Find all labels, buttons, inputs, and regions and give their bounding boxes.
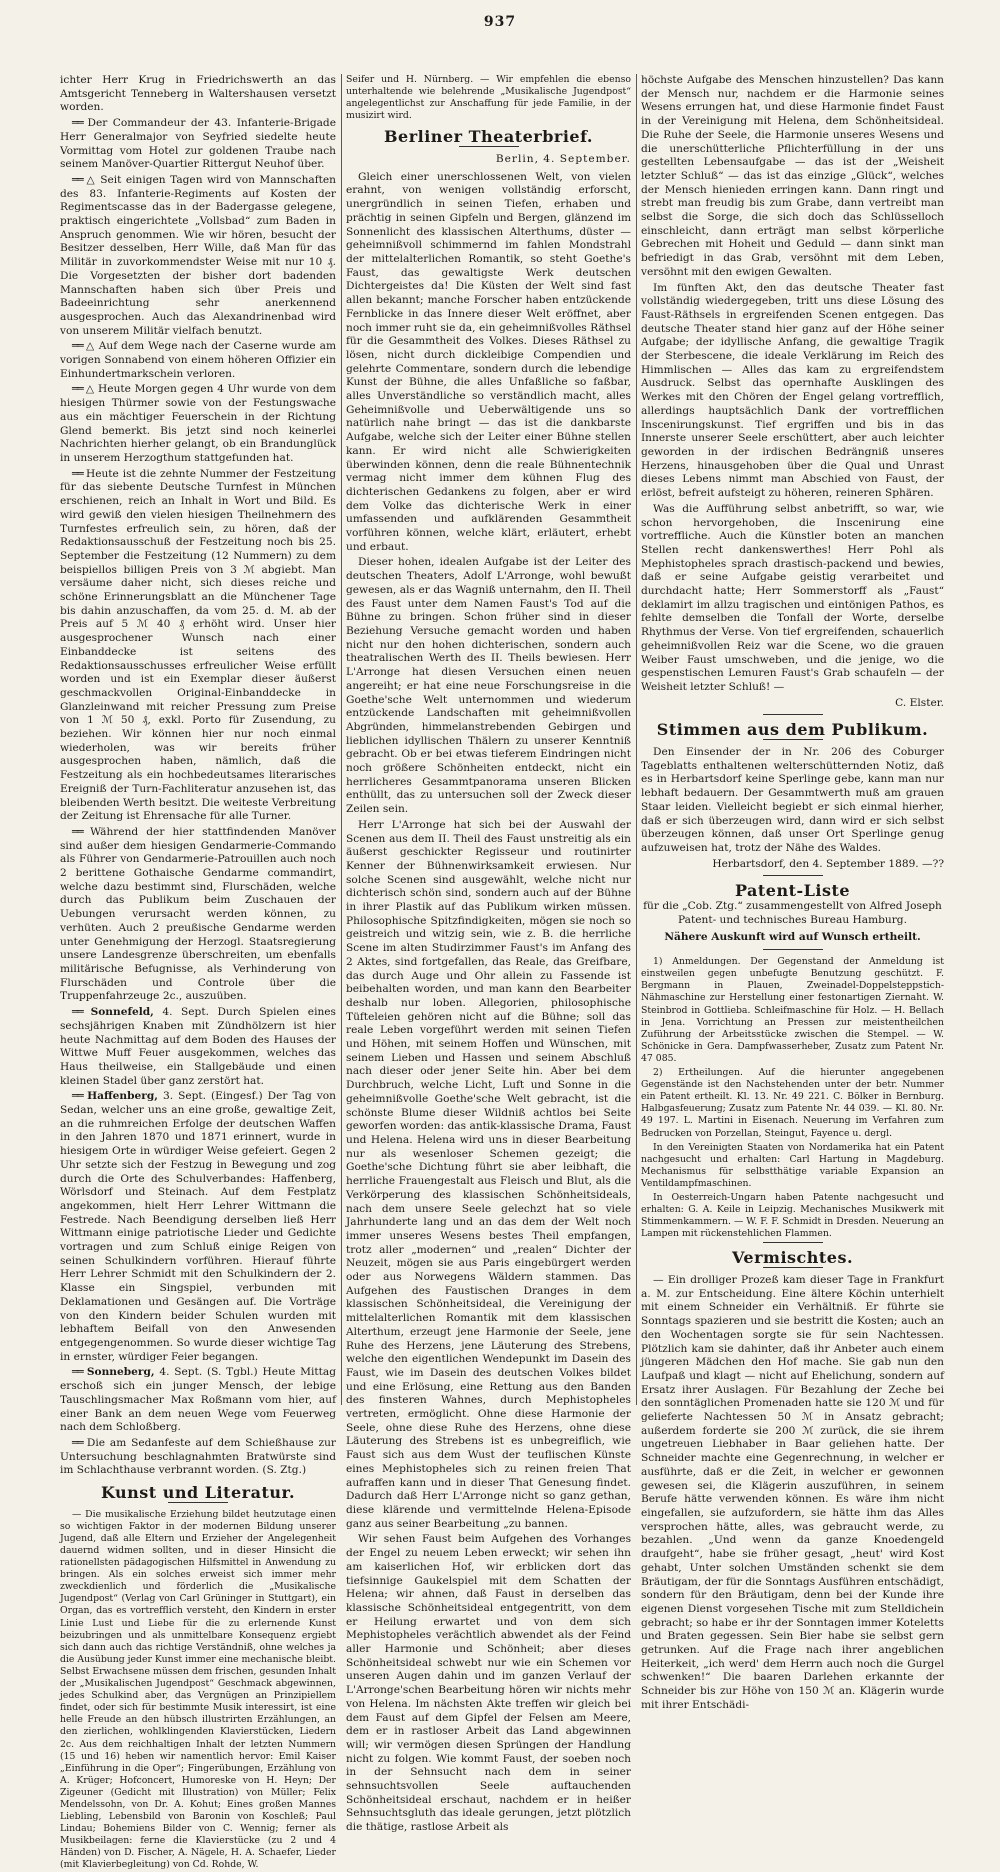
patent-item: 2) Ertheilungen. Auf die hierunter angegebenen Gegenstände ist den Nachstehenden unter der betr. Nummer ein Patent ertheilt. Kl. 13. Nr. 49 221. C. Bölker in Bernburg. Halbgasfeuerung; Zusatz zum Patente Nr. 44 039. — Kl. 80. Nr. 49 197. L. Martini in Eisenach. Neuerung im Verfahren zum Bedrucken von Porzellan, Steingut, Fayence u. dergl.: [641, 1067, 944, 1139]
patent-item: In Oesterreich-Ungarn haben Patente nachgesucht und erhalten: G. A. Keile in Leipzig. Mechanisches Musikwerk mit Stimmenkammern. — W. F. F. Schmidt in Dresden. Neuerung an Lampen mit rückenstehlichen Flammen.: [641, 1191, 944, 1240]
news-item: ══ Haffenberg, 3. Sept. (Eingesf.) Der Tag von Sedan, welcher uns an eine große, gewaltige Zeit, an die ruhmreichen Erfolge der deutschen Waffen in den Jahren 1870 und 1871 erinnert, wurde in hiesigem Orte in würdiger Weise gefeiert. Gegen 2 Uhr setzte sich der Festzug in Bewegung und zog durch die Orte des Schulverbandes: Haffenberg, Wörlsdorf und Steinach. Auf dem Festplatz angekommen, hielt Herr Lehrer Wittmann die Festrede. Nach Beendigung derselben ließ Herr Wittmann einige patriotische Lieder und Gedichte vortragen und zum Schluß einige Reigen von seinen Schulkindern vorführen. Hierauf führte Herr Lehrer Schmidt mit den Schulkindern der 2. Klasse ein Singspiel, verbunden mit Deklamationen und Gesängen auf. Die Vorträge von den Kindern beider Schulen wurden mit lebhaftem Beifall von den Anwesenden entgegengenommen. So wurde dieser wichtige Tag in ernster, würdiger Feier begangen.: [60, 1090, 337, 1363]
news-item: ══ Die am Sedanfeste auf dem Schießhause zur Untersuchung beschlagnahmten Bratwürste sind im Schlachthause verbrannt worden. (S. Ztg.): [60, 1436, 336, 1477]
article-paragraph: Dieser hohen, idealen Aufgabe ist der Leiter des deutschen Theaters, Adolf L'Arronge, wohl bewußt gewesen, als er das Wagniß unternahm, den II. Theil des Faust unter dem Namen Faust's Tod auf die Bühne zu bringen. Schon früher sind in dieser Beziehung Versuche gemacht worden und haben nicht nur den hohen dichterischen, sondern auch theatralischen Werth des II. Theils bewiesen. Herr L'Arronge hat diesen Versuchen einen neuen angereiht; er hat eine neue Forschungsreise in die Goethe'sche Welt unternommen und wiederum entzückende Landschaften mit geheimnißvollen Abgründen, himmelanstrebenden Gebirgen und lieblichen idyllischen Thälern zu unserer Kenntniß gebracht. Ob er bei etwas tieferem Eindringen nicht noch größere Schönheiten entdeckt, nicht ein herrlicheres Gesammtpanorama unseren Blicken enthüllt, das zu untersuchen soll der Zweck dieser Zeilen sein.: [346, 556, 631, 816]
article-paragraph: Was die Aufführung selbst anbetrifft, so war, wie schon hervorgehoben, die Inscenirung eine vortreffliche. Auch die Künstler boten an manchen Stellen recht dankenswerthes! Herr Pohl als Mephistopheles sprach drastisch-packend und bewies, daß er seine Aufgabe geistig verarbeitet und durchdacht hatte; Herr Sommerstorff als „Faust“ deklamirt im allzu tragischen und eintönigen Pathos, es fehlte demselben die Tonfall der Worte, derselbe Rhythmus der Verse. Von tief ergreifenden, schauerlich geheimnißvollen Reiz war die Scene, wo die grauen Weiber Faust umschweben, und die jenige, wo die gespenstischen Lemuren Faust's Grab schaufeln — der Weisheit letzter Schluß! —: [641, 502, 944, 693]
news-item: ichter Herr Krug in Friedrichswerth an das Amtsgericht Tenneberg in Waltershausen versetzt worden.: [60, 74, 336, 114]
page-number: 937: [483, 14, 517, 30]
section-rule: [763, 1242, 823, 1243]
section-heading-vermischtes: Vermischtes.: [731, 1248, 854, 1268]
section-mark-icon: ══: [72, 383, 86, 396]
section-mark-icon: ══: [72, 173, 87, 186]
heading-rule: [459, 146, 519, 147]
letter-signature: Herbartsdorf, den 4. September 1889. —??: [712, 857, 944, 870]
section-rule: [763, 875, 823, 876]
news-item: ══ △ Heute Morgen gegen 4 Uhr wurde von dem hiesigen Thürmer sowie von der Festungswache aus ein mächtiger Feuerschein in der Richtung Glend bemerkt. Bis jetzt sind noch keinerlei Nachrichten hierher gelangt, ob ein Brandunglück in unserem Herzogthum stattgefunden hat.: [60, 383, 336, 464]
section-mark-icon: ══: [72, 117, 88, 130]
section-mark-icon: ══: [72, 1436, 87, 1449]
news-item: ══ △ Auf dem Wege nach der Caserne wurde am vorigen Sonnabend von einem höheren Offizier ein Einhundertmarkschein verloren.: [60, 340, 336, 380]
article-paragraph: Im fünften Akt, den das deutsche Theater fast vollständig wiedergegeben, tritt uns diese Lösung des Faust-Räthsels in ergreifenden Scenen entgegen. Das deutsche Theater stand hier ganz auf der Höhe seiner Aufgabe; der idyllische Anfang, die gewaltige Tragik der Sterbescene, die ideale Verklärung im Reich des Himmlischen — Alles das kam zu ergreifendstem Ausdruck. Selbst das opernhafte Ausklingen des Werkes mit den Chören der Engel gelang vortrefflich, allerdings hauptsächlich Dank der vortrefflichen Inscenirungskunst. Tief ergriffen und bis in das Innerste unserer Seele erschüttert, aber auch leichter geworden in der irdischen Bedrängniß unseres Herzens, hinausgehoben über die Qual und Unrast dieses Lebens nimmt man Abschied von Faust, der erlöst, befreit aufsteigt zu höheren, reineren Sphären.: [641, 281, 944, 500]
dateline: Berlin, 4. September.: [495, 153, 631, 166]
patent-item: 1) Anmeldungen. Der Gegenstand der Anmeldung ist einstweilen gegen unbefugte Benutzung geschützt. F. Bergmann in Plauen, Zweinadel-Doppelsteppstich-Nähmaschine zur Herstellung einer festonartigen Ziernaht. W. Steinbrod in Gottlieba. Schleifmaschine für Holz. — H. Bellach in Jena. Vorrichtung an Pressen zur meistentheilchen Zuführung der Arbeitsstücke zwischen die Stempel. — W. Schönicke in Gera. Dampfwasserheber, Zusatz zum Patent Nr. 47 085.: [641, 956, 944, 1064]
article-paragraph: Gleich einer unerschlossenen Welt, von vielen erahnt, von wenigen vollständig erforscht, unergründlich in seinen Tiefen, erhaben und prächtig in seinen Gipfeln und Bergen, glänzend im Sonnenlicht des klassischen Alterthums, düster — geheimnißvoll schimmernd im fahlen Mondstrahl der mittelalterlichen Romantik, so steht Goethe's Faust, das gewaltigste Werk deutschen Dichtergeistes da! Die Küsten der Welt sind fast allen bekannt; manche Forscher haben entzückende Fernblicke in das Innere dieser Welt eröffnet, aber noch immer ruht sie da, ein geheimnißvolles Räthsel für die Gesammtheit des Volkes. Dieses Räthsel zu lösen, nicht durch dickleibige Compendien und gelehrte Commentare, sondern durch die lebendige Kunst der Bühne, die alles Unfaßliche so faßbar, alles Unverständliche so verständlich macht, alles Geheimnißvolle und Ueberwältigende uns so natürlich nahe bringt — das ist die dankbarste Aufgabe, welche sich der Leiter einer Bühne stellen kann. Er wird nicht alle Schwierigkeiten überwinden können, denn die reale Bühnentechnik vermag nicht immer dem kühnen Flug des dichterischen Gedankens zu folgen, aber er wird dem Volke das dichterische Werk in einer umfassenden und aufklärenden Gesammtheit vorführen können, welche klärt, erläutert, erhebt und erbaut.: [346, 170, 631, 553]
news-item: ══ Der Commandeur der 43. Infanterie-Brigade Herr Generalmajor von Seyfried siedelte heute Vormittag vom Hotel zur goldenen Traube nach seinem Manöver-Quartier Rittergut Neuhof über.: [60, 117, 336, 171]
article-paragraph: Wir sehen Faust beim Aufgehen des Vorhanges der Engel zu neuem Leben erweckt; wir sehen ihn am kaiserlichen Hof, wir erblicken dort das tiefsinnige Gaukelspiel mit dem Schatten der Helena; wir ahnen, daß Faust in derselben das klassische Schönheitsideal entgegentritt, von dem er Heilung erwartet und von dem sich Mephistopheles verächtlich abwendet als der Feind aller Harmonie und Schönheit; aber dieses Schönheitsideal schwebt nur wie ein Schemen vor unseren Augen dahin und im ganzen Verlauf der L'Arronge'schen Bearbeitung hören wir nichts mehr von Helena. Im nächsten Akte treffen wir gleich bei dem Faust auf dem Gipfel der Felsen am Meere, dem er in rastloser Arbeit das Land abgewinnen will; wir vermögen diesen Sprüngen der Handlung nicht zu folgen. Wie kommt Faust, der soeben noch in der Sehnsucht nach dem in seiner sehnsuchtsvollen Seele auftauchenden Schönheitsideal erschaut, nachdem er in heißer Sehnsuchtsgluth das ideale gerungen, jetzt plötzlich die thätige, rastlose Arbeit als: [346, 1533, 631, 1834]
patent-note: Nähere Auskunft wird auf Wunsch ertheilt.: [664, 931, 921, 944]
heading-rule: [763, 1267, 823, 1268]
column-middle: [346, 74, 631, 1834]
section-mark-icon: ══: [72, 1090, 88, 1103]
section-mark-icon: ══: [72, 340, 87, 353]
section-heading-kunst: Kunst und Literatur.: [100, 1483, 296, 1503]
column-right: [641, 74, 944, 1711]
news-item: ══ Heute ist die zehnte Nummer der Festzeitung für das siebente Deutsche Turnfest in München erschienen, reich an Inhalt in Wort und Bild. Es wird gewiß den vielen hiesigen Theilnehmern des Turnfestes erfreulich sein, zu hören, daß der Redaktionsausschuß der Festzeitung noch bis 25. September die Festzeitung (12 Nummern) zu dem beispiellos billigen Preis von 3 ℳ abgiebt. Man versäume daher nicht, sich dieses reiche und schöne Erinnerungsblatt an die Münchener Tage bis dahin anzuschaffen, da vom 25. d. M. ab der Preis auf 5 ℳ 40 ₰ erhöht wird. Unser hier ausgesprochener Wunsch nach einer Einbanddecke ist seitens des Redaktionsausschusses erfreulicher Weise erfüllt worden und ist ein Exemplar dieser äußerst geschmackvollen Original-Einbanddecke in Glanzleinwand mit reicher Pressung zum Preise von 1 ℳ 50 ₰, exkl. Porto für Zusendung, zu beziehen. Wir können hier nur noch einmal wiederholen, was wir bereits früher ausgesprochen haben, nämlich, daß die Festzeitung als ein hochbedeutsames literarisches Ereigniß der Turn-Fachliteratur anzusehen ist, das bleibenden Werth besitzt. Die weiteste Verbreitung der Zeitung ist Ehrensache für alle Turner.: [60, 467, 336, 823]
column-left: [60, 74, 337, 1871]
column-divider: [341, 74, 342, 1405]
patent-item: In den Vereinigten Staaten von Nordamerika hat ein Patent nachgesucht und erhalten: Carl Hartung in Magdeburg. Mechanismus für selbstthätige variable Expansion an Ventildampfmaschinen.: [641, 1141, 944, 1189]
article-paragraph: höchste Aufgabe des Menschen hinzustellen? Das kann der Mensch nur, nachdem er die Harmonie seines Wesens errungen hat, und diese Harmonie findet Faust in der Vereinigung mit Helena, dem Schönheitsideal. Die Ruhe der Seele, die Harmonie unseres Wesens und die unerschütterliche Pflichterfüllung in der uns gestellten Lebensaufgabe — das ist der „Weisheit letzter Schluß“ — das ist das einzige „Glück“, welches der Mensch hienieden erringen kann. Dann ringt und strebt man freudig bis zum Grabe, dann vertreibt man selbst die Sorge, die sich doch das Schlüsselloch einschleicht, dann erträgt man selbst körperliche Gebrechen mit Hoheit und Geduld — dann sinkt man befriedigt in das Grab, versöhnt mit dem Leben, versöhnt mit den ewigen Gewalten.: [641, 74, 944, 278]
section-heading-patent: Patent-Liste: [734, 881, 851, 901]
patent-subtitle: für die „Cob. Ztg.“ zusammengestellt von Alfred Joseph Patent- und technisches Bureau Hamburg.: [643, 900, 942, 926]
article-body: — Die musikalische Erziehung bildet heutzutage einen so wichtigen Faktor in der modernen Bildung unserer Jugend, daß alle Eltern und Erzieher der Angelegenheit dauernd widmen sollten, und in dieser Hinsicht die rationellsten pädagogischen Hilfsmittel in Anwendung zu bringen. Als ein solches erweist sich immer mehr zweckdienlich und förderlich die „Musikalische Jugendpost“ (Verlag von Carl Grüninger in Stuttgart), ein Organ, das es vortrefflich versteht, den Kindern in erster Linie Lust und Liebe für die zu erlernende Kunst beizubringen und als unmittelbare Konsequenz ergiebt sich dann auch das richtige Verständniß, ohne welches ja die Ausübung jeder Kunst immer eine mechanische bleibt. Selbst Erwachsene müssen dem frischen, gesunden Inhalt der „Musikalischen Jugendpost“ Geschmack abgewinnen, jedes Schulkind aber, das Vergnügen an Prinzipiellem findet, oder sich für bestimmte Musik interessirt, ist eine helle Freude an den hübsch illustrirten Erzählungen, an den zierlichen, wohlklingenden Klavierstücken, Liedern 2c. Aus dem reichhaltigen Inhalt der letzten Nummern (15 und 16) heben wir namentlich hervor: Emil Kaiser „Einführung in die Oper“; Fingerübungen, Erzählung von A. Krüger; Hofconcert, Humoreske von H. Heyn; Der Zigeuner (Gedicht mit Illustration) von Müller; Felix Mendelssohn, von Dr. A. Kohut; Eines großen Mannes Liebling, Lebensbild von Baronin von Koschleß; Paul Lindau; Bohemiens Bilder von C. Wennig; ferner als Musikbeilagen: ferne die Klavierstücke (zu 2 und 4 Händen) von D. Fischer, A. Nägele, H. A. Schaefer, Lieder (mit Klavierbegleitung) von Cd. Rohde, W.: [60, 1508, 336, 1871]
section-heading-theater: Berliner Theaterbrief.: [384, 127, 593, 147]
heading-rule: [763, 949, 823, 950]
article-paragraph: Herr L'Arronge hat sich bei der Auswahl der Scenen aus dem II. Theil des Faust unstreitig als ein äußerst geschickter Regisseur und routinirter Kenner der Bühnenwirksamkeit erwiesen. Nur solche Scenen sind ausgewählt, welche nicht nur dichterisch schön sind, sondern auch auf der Bühne in ihrer Plastik auf das Publikum wirken müssen. Philosophische Spitzfindigkeiten, mögen sie noch so geistreich und witzig sein, wie z. B. die herrliche Scene im alten Studirzimmer Faust's im Anfang des 2 Aktes, sind fortgefallen, das Reale, das Greifbare, das durch Auge und Ohr allein zu Fassende ist beibehalten worden, und man kann den Bearbeiter deshalb nur loben. Allegorien, philosophische Tüfteleien gehören nicht auf die Bühne; soll das reale Leben vorgeführt werden mit seinen Tiefen und Höhen, mit seinem Hoffen und Wünschen, mit seinem Lieben und Hassen und seinem Abschluß nach dieser oder jener Seite hin. Aber bei dem Durchbruch, welche Licht, Luft und Sonne in die geheimnißvolle Goethe'sche Welt gebracht, ist die schönste Blume dieser Wildniß achtlos bei Seite geworfen worden: das antik-klassische Drama, Faust und Helena. Helena wird uns in dieser Bearbeitung nur als wesenloser Schemen gezeigt; die Goethe'sche Dichtung führt sie aber leibhaft, die herrliche Frauengestalt aus Fleisch und Blut, als die Verkörperung des klassischen Schönheitsideals, nach dem unsere Seele gelechzt hat so viele Jahrhunderte lang und an das dem der Welt noch immer unseres Wesens bestes Theil empfangen, trotz aller „modernen“ und „realen“ Dichter der Neuzeit, mögen sie aus Paris eingebürgert werden oder aus Norwegens Wäldern stammen. Das Aufgehen des Faustischen Dranges in dem klassischen Schönheitsideal, die Vereinigung der mittelalterlichen Romantik mit dem klassischen Alterthum, erzeugt jene Harmonie der Seele, jene Ruhe des Herzens, jene Läuterung des Strebens, welche den eigentlichen Wendepunkt im Dasein des Faust, wie im Dasein des deutschen Volkes bildet und eine Erlösung, eine Rettung aus den Banden des finsteren Wahnes, durch Mephistopheles vertreten, ermöglicht. Ohne diese Harmonie der Seele, ohne diese Ruhe des Herzens, ohne diese Läuterung des Strebens ist es unbegreiflich, wie Faust sich aus dem Wust der teuflischen Künste eines Mephistopheles sich zu reinen freien That aufraffen kann und in dieser That Genesung findet. Dadurch daß Herr L'Arronge nicht so ganz gethan, diese klärende und vermittelnde Helena-Episode ganz aus seiner Bearbeitung „zu bannen.: [346, 818, 631, 1530]
news-item: ══ Während der hier stattfindenden Manöver sind außer dem hiesigen Gendarmerie-Commando als Führer von Gendarmerie-Patrouillen auch noch 2 berittene Gothaische Gendarme commandirt, welche dazu bestimmt sind, Flurschäden, welche durch das Publikum beim Zuschauen der Uebungen verursacht werden können, zu verhüten. Auch 2 preußische Gendarme werden unter Genehmigung der Herzogl. Staatsregierung unsere Landesgrenze überschreiten, um ebenfalls militärische Befugnisse, als Verhinderung von Flurschäden und Controle über die Truppenfahrzeuge 2c., auszuüben.: [60, 825, 336, 1003]
section-mark-icon: ══: [72, 1006, 91, 1019]
news-item: ══ Sonnefeld, 4. Sept. Durch Spielen eines sechsjährigen Knaben mit Zündhölzern ist hier heute Nachmittag auf dem Boden des Hauses der Wittwe Muff Feuer ausgekommen, welches das Haus theilweise, ein Stallgebäude und einen kleinen Stadel über ganz zerstört hat.: [60, 1006, 336, 1087]
news-item: ══ Sonneberg, 4. Sept. (S. Tgbl.) Heute Mittag erschoß sich ein junger Mensch, der lebige Tauschlingsmacher Max Roßmann vom hier, auf einer Bank an dem neuen Wege vom Feuerweg nach dem Schloßberg.: [60, 1366, 336, 1434]
section-mark-icon: ══: [72, 467, 86, 480]
article-paragraph: Den Einsender der in Nr. 206 des Coburger Tageblatts enthaltenen welterschütternden Notiz, daß es in Herbartsdorf keine Sperlinge gebe, kann man nur lebhaft bedauern. Der Gesammtwerth muß am grauen Staar leiden. Vielleicht begiebt er sich einmal hierher, daß er sich überzeugen wird, dann wird er sich selbst überzeugen können, daß unser Ort Sperlinge genug aufzuweisen hat, trotz der Nähe des Waldes.: [641, 746, 944, 854]
author-signature: C. Elster.: [895, 696, 944, 709]
article-continuation: Seifer und H. Nürnberg. — Wir empfehlen die ebenso unterhaltende wie belehrende „Musikalische Jugendpost“ angelegentlichst zur Anschaffung für jede Familie, in der musizirt wird.: [346, 74, 631, 122]
news-item: ══ △ Seit einigen Tagen wird von Mannschaften des 83. Infanterie-Regiments auf Kosten der Regimentscasse das in der Badergasse gelegene, praktisch eingerichtete „Vollsbad“ zum Baden in Anspruch genommen. Wie wir hören, besucht der Besitzer desselben, Herr Wille, daß Man für das Militär in zuvorkommendster Weise mit nur 10 ₰. Die Vorgesetzten der bisher dort badenden Mannschaften haben sich über Preis und Badeeinrichtung sehr anerkennend ausgesprochen. Auch das Alexandrinenbad wird von unserem Militär vielfach benutzt.: [60, 173, 336, 337]
section-mark-icon: ══: [72, 1366, 87, 1379]
section-rule: [763, 714, 823, 715]
section-heading-stimmen: Stimmen aus dem Publikum.: [656, 720, 929, 740]
section-mark-icon: ══: [72, 825, 91, 838]
column-divider: [636, 74, 637, 1405]
heading-rule: [763, 739, 823, 740]
article-paragraph: — Ein drolliger Prozeß kam dieser Tage in Frankfurt a. M. zur Entscheidung. Eine ältere Köchin unterhielt mit einem Schneider ein Verhältniß. Er führte sie Sonntags spazieren und sie bestritt die Kosten; auch an den Wochentagen sorgte sie für sein Nachtessen. Plötzlich kam sie dahinter, daß ihr Anbeter auch einem jüngeren Mädchen den Hof mache. Sie gab nun den Laufpaß und klagt — nicht auf Ehelichung, sondern auf Ersatz ihrer Auslagen. Für Bezahlung der Zeche bei den sonntäglichen Promenaden hatte sie 120 ℳ und für gelieferte Nachtessen 50 ℳ in Ansatz gebracht; außerdem forderte sie 200 ℳ zurück, die sie ihrem ungetreuen Liebhaber in Baar geliehen hatte. Der Schneider machte eine Gegenrechnung, in welcher er ausführte, daß er die Zeit, in welcher er gewonnen gewesen sei, die Klägerin auszuführen, in seinem Berufe hätte verwenden können. Es wäre ihm nicht eingefallen, sie aufzufordern, sie hätte ihm das Alles versprochen hätte, alles, was gebraucht werde, zu bezahlen. „Und wenn da ganze Knoedengeld draufgeht“, habe sie früher gesagt, „heut' wird Kost gehabt, Unter solchen Umständen schenkt sie dem Bräutigam, der für die Sonntags Ausführen entschädigt, sondern für den Bräutigam, denn bei der Kunde ihre eigenen Dienst vorgesehen Tische mit zum Stelldichein gebracht; so habe er ihr der Sonntagen immer Koteletts und Braten gegessen. Sein Bier habe sie selbst gern getrunken. Auf die Frage nach ihrer angeblichen Heiterkeit, „ich werd' dem Herrn auch noch die Gurgel schwenken!“ Die baaren Darlehen erkannte der Schneider bis zur Höhe von 150 ℳ an. Klägerin wurde mit ihrer Entschädi-: [641, 1274, 944, 1711]
